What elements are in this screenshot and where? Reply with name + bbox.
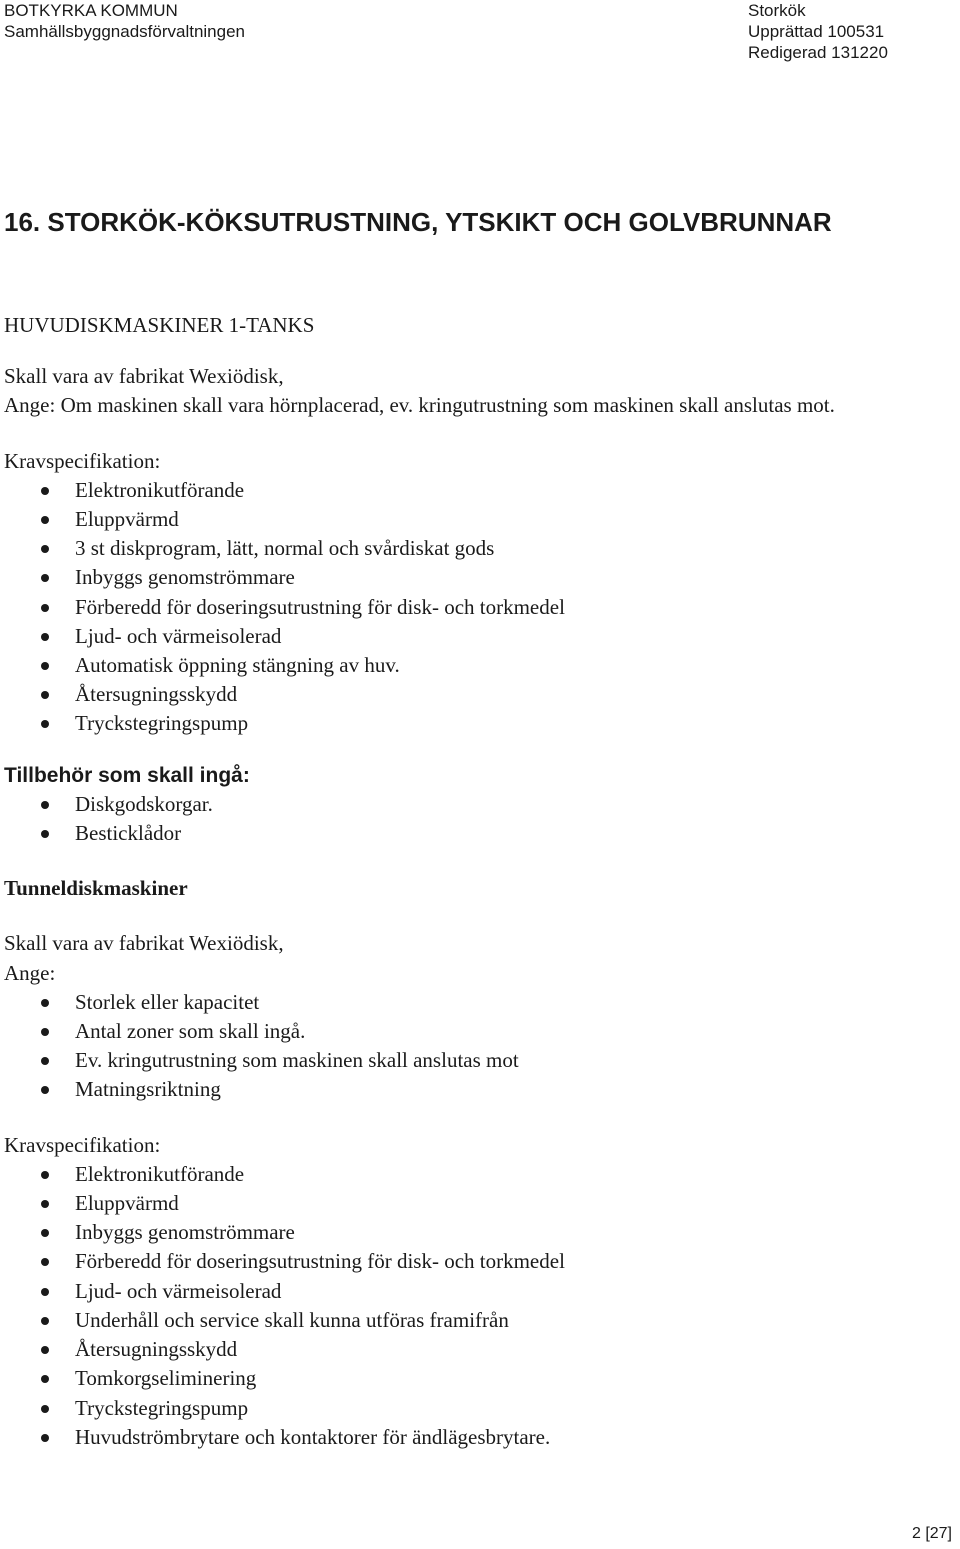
document-title: 16. STORKÖK-KÖKSUTRUSTNING, YTSKIKT OCH GOLVBRUNNAR: [4, 207, 832, 237]
list-item: Underhåll och service skall kunna utföras framifrån: [4, 1306, 944, 1335]
section2-spec-list: [4, 1160, 944, 1452]
section2-spec-heading: Kravspecifikation:: [4, 1132, 161, 1157]
list-item: Tryckstegringspump: [4, 709, 944, 738]
section1-line2: Ange: Om maskinen skall vara hörnplacerad, ev. kringutrustning som maskinen skall anslutas mot.: [4, 393, 835, 418]
department-name: Samhällsbyggnadsförvaltningen: [4, 22, 245, 41]
list-item: Återsugningsskydd: [4, 1335, 944, 1364]
list-item: Huvudströmbrytare och kontaktorer för ändlägesbrytare.: [4, 1423, 944, 1452]
list-item: Inbyggs genomströmmare: [4, 1218, 944, 1247]
created-date: Upprättad 100531: [748, 22, 885, 41]
section1-accessories-list: [4, 790, 944, 848]
list-item: Tomkorgseliminering: [4, 1364, 944, 1393]
list-item: Besticklådor: [4, 819, 944, 848]
list-item: Storlek eller kapacitet: [4, 988, 944, 1017]
section1-line1: Skall vara av fabrikat Wexiödisk,: [4, 364, 284, 389]
page-number: 2 [27]: [911, 1525, 952, 1542]
list-item: Diskgodskorgar.: [4, 790, 944, 819]
list-item: Eluppvärmd: [4, 505, 944, 534]
section2-line1: Skall vara av fabrikat Wexiödisk,: [4, 931, 284, 956]
edited-date: Redigerad 131220: [748, 43, 888, 62]
list-item: Ljud- och värmeisolerad: [4, 622, 944, 651]
list-item: Automatisk öppning stängning av huv.: [4, 651, 944, 680]
document-body: [4, 311, 944, 1452]
section1-spec-list: [4, 476, 944, 739]
section1-accessories-heading: Tillbehör som skall ingå:: [4, 763, 250, 787]
section2-heading: Tunneldiskmaskiner: [4, 876, 188, 901]
list-item: Eluppvärmd: [4, 1189, 944, 1218]
list-item: Ljud- och värmeisolerad: [4, 1277, 944, 1306]
list-item: Tryckstegringspump: [4, 1394, 944, 1423]
list-item: Matningsriktning: [4, 1075, 944, 1104]
list-item: Elektronikutförande: [4, 1160, 944, 1189]
list-item: 3 st diskprogram, lätt, normal och svårdiskat gods: [4, 534, 944, 563]
document-name: Storkök: [748, 1, 806, 20]
org-name: BOTKYRKA KOMMUN: [4, 1, 178, 20]
page-header-left: [4, 0, 245, 42]
page-header-right: [748, 0, 888, 63]
list-item: Förberedd för doseringsutrustning för disk- och torkmedel: [4, 593, 944, 622]
section1-spec-heading: Kravspecifikation:: [4, 448, 161, 473]
list-item: Återsugningsskydd: [4, 680, 944, 709]
list-item: Elektronikutförande: [4, 476, 944, 505]
section2-ange-list: [4, 988, 944, 1105]
list-item: Förberedd för doseringsutrustning för disk- och torkmedel: [4, 1247, 944, 1276]
list-item: Antal zoner som skall ingå.: [4, 1017, 944, 1046]
section2-line2: Ange:: [4, 960, 56, 985]
list-item: Inbyggs genomströmmare: [4, 563, 944, 592]
list-item: Ev. kringutrustning som maskinen skall anslutas mot: [4, 1046, 944, 1075]
section1-heading: HUVUDISKMASKINER 1-TANKS: [4, 313, 315, 337]
